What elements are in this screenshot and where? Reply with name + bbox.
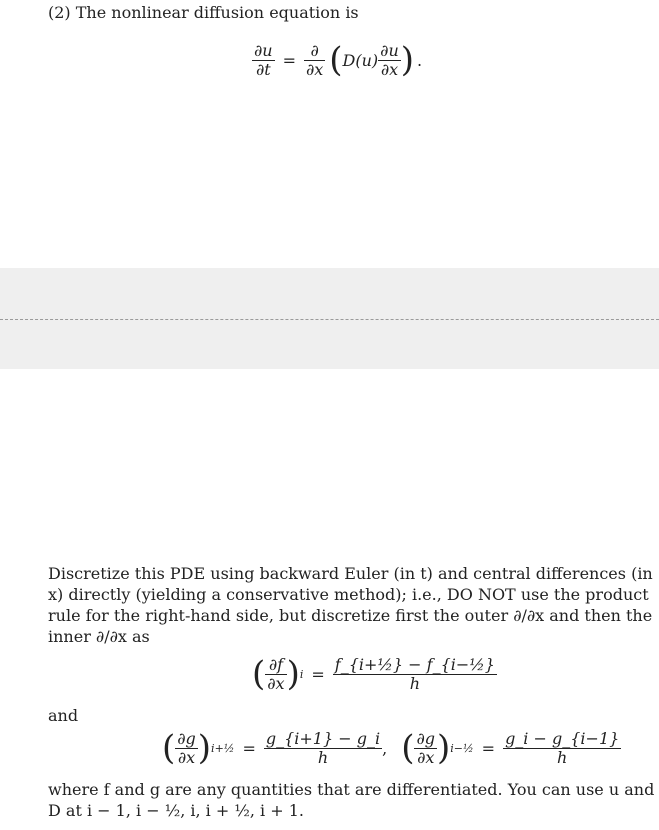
diffusion-coefficient: D(u)	[342, 50, 379, 70]
g-minus-difference	[503, 730, 621, 766]
right-paren: )	[400, 40, 415, 80]
g-derivative-minus	[414, 730, 437, 766]
f-difference	[333, 656, 497, 692]
inner-numerator: ∂u	[380, 40, 399, 60]
g-left-paren-1: (	[162, 728, 176, 768]
f-denominator: ∂x	[267, 673, 285, 693]
f-subscript: i	[299, 667, 304, 681]
g-plus-difference	[264, 730, 382, 766]
g-plus-diff-numerator: g_{i+1} − g_i	[265, 728, 381, 748]
lhs-denominator: ∂t	[255, 59, 271, 79]
g-plus-denominator: ∂x	[177, 747, 196, 767]
outer-denominator: ∂x	[305, 59, 324, 79]
pde-period: .	[417, 50, 423, 70]
problem-intro: (2) The nonlinear diffusion equation is	[48, 3, 359, 22]
f-right-paren: )	[286, 654, 300, 694]
g-separator: ,	[382, 738, 388, 758]
g-plus-subscript: i+½	[211, 741, 235, 755]
f-left-paren: (	[252, 654, 266, 694]
footer-line-2: D at i − 1, i − ½, i, i + ½, i + 1.	[48, 801, 305, 820]
g-plus-equals: =	[242, 738, 256, 758]
g-minus-subscript: i−½	[450, 741, 474, 755]
instruction-line-3: rule for the right-hand side, but discretize first the outer ∂/∂x and then the	[48, 606, 653, 625]
lhs-numerator: ∂u	[254, 40, 273, 60]
g-left-paren-2: (	[401, 728, 415, 768]
f-diff-denominator: h	[409, 673, 421, 693]
g-minus-numerator: ∂g	[416, 728, 435, 748]
g-plus-diff-denominator: h	[317, 747, 329, 767]
g-minus-equals: =	[481, 738, 496, 758]
g-minus-denominator: ∂x	[417, 747, 435, 767]
g-right-paren-2: )	[436, 728, 451, 768]
and-label: and	[48, 706, 79, 725]
g-derivative-plus	[175, 730, 198, 766]
outer-numerator: ∂	[310, 40, 319, 60]
f-numerator: ∂f	[268, 654, 284, 674]
instruction-line-1: Discretize this PDE using backward Euler (in t) and central differences (in	[48, 564, 653, 583]
f-derivative	[265, 656, 286, 692]
formula-g	[162, 722, 621, 774]
instruction-line-2: x) directly (yielding a conservative method); i.e., DO NOT use the product	[48, 585, 649, 604]
dashed-divider	[0, 319, 659, 320]
instruction-line-4: inner ∂/∂x as	[48, 627, 150, 646]
outer-derivative	[304, 42, 325, 78]
g-plus-numerator: ∂g	[177, 728, 196, 748]
g-minus-diff-denominator: h	[557, 747, 568, 767]
g-minus-diff-numerator: g_i − g_{i−1}	[505, 728, 620, 748]
left-paren: (	[329, 40, 343, 80]
g-right-paren-1: )	[197, 728, 212, 768]
inner-derivative	[378, 42, 401, 78]
formula-f	[252, 648, 497, 700]
pde-equation	[252, 36, 422, 84]
f-diff-numerator: f_{i+½} − f_{i−½}	[334, 654, 495, 674]
equals-sign: =	[282, 50, 296, 70]
f-equals: =	[311, 664, 325, 684]
lhs-fraction	[252, 42, 275, 78]
footer-line-1: where f and g are any quantities that are differentiated. You can use u and	[48, 780, 655, 799]
inner-denominator: ∂x	[380, 59, 399, 79]
